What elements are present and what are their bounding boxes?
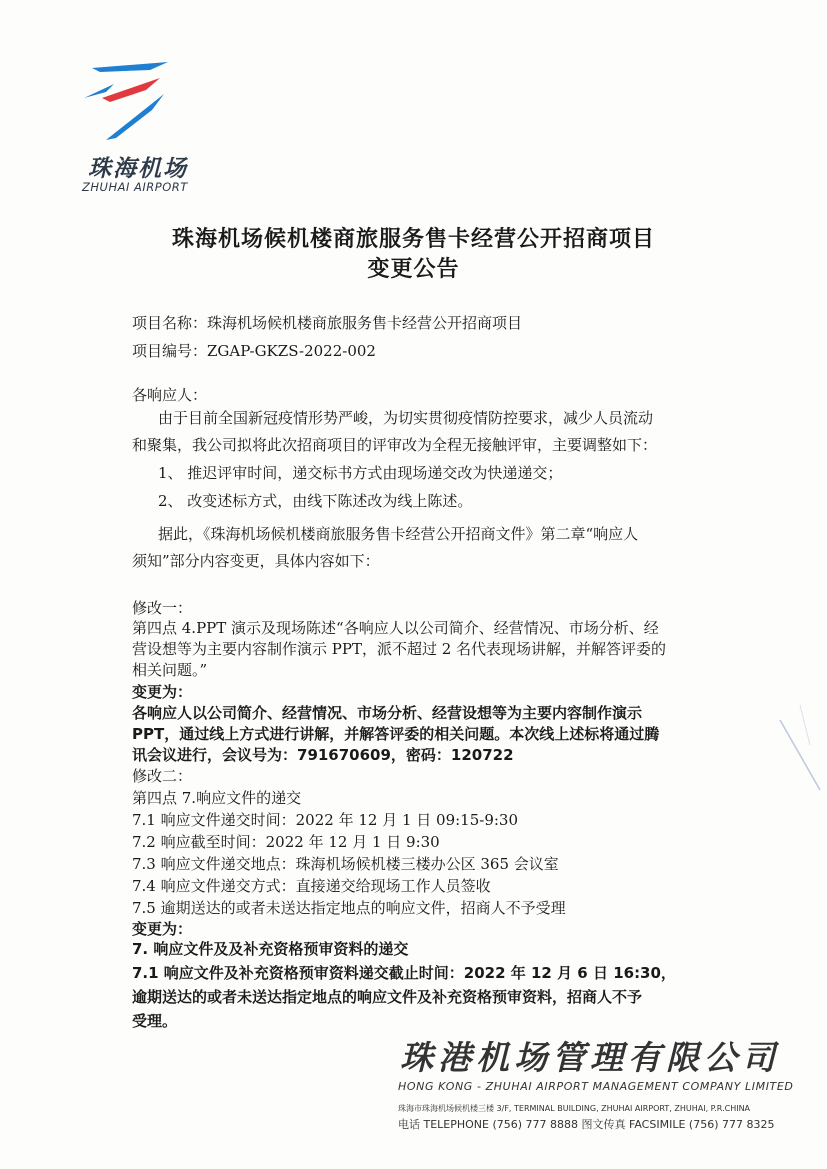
mod2-new-title: 7. 响应文件及及补充资格预审资料的递交 <box>132 940 409 958</box>
logo-blue-wing-top <box>92 62 168 72</box>
mod2-item-7-3: 7.3 响应文件递交地点：珠海机场候机楼三楼办公区 365 会议室 <box>132 855 559 873</box>
company-name-cn: 珠港机场管理有限公司 <box>400 1038 780 1077</box>
list-item-1: 1、 推迟评审时间，递交标书方式由现场递交改为快递递交； <box>158 464 563 482</box>
company-name-en: HONG KONG - ZHUHAI AIRPORT MANAGEMENT COMPANY LIMITED <box>398 1080 794 1093</box>
list-item-2: 2、 改变述标方式，由线下陈述改为线上陈述。 <box>158 492 473 510</box>
logo-red-wing <box>102 78 160 102</box>
salutation: 各响应人： <box>132 386 208 404</box>
mod1-original-line3: 相关问题。” <box>132 661 208 679</box>
project-name: 项目名称：珠海机场候机楼商旅服务售卡经营公开招商项目 <box>132 314 523 332</box>
mod1-heading: 修改一： <box>132 599 193 617</box>
mod1-original-line2: 营设想等为主要内容制作演示 PPT，派不超过 2 名代表现场讲解，并解答评委的 <box>132 640 667 658</box>
mod1-original-line1: 第四点 4.PPT 演示及现场陈述“各响应人以公司简介、经营情况、市场分析、经 <box>132 619 659 637</box>
mod2-heading: 修改二： <box>132 767 193 785</box>
para2-line1: 据此，《珠海机场候机楼商旅服务售卡经营公开招商文件》第二章“响应人 <box>158 525 639 543</box>
mod2-new-line1: 7.1 响应文件及补充资格预审资料递交截止时间：2022 年 12 月 6 日 16:30， <box>132 964 676 982</box>
scan-mark <box>770 700 825 810</box>
page-subtitle: 变更公告 <box>367 257 460 282</box>
mod2-new-line3: 受理。 <box>132 1012 178 1030</box>
company-address: 珠海市珠海机场候机楼三楼 3/F, TERMINAL BUILDING, ZHUHAI AIRPORT, ZHUHAI, P.R.CHINA <box>398 1104 751 1113</box>
mod1-change-heading: 变更为： <box>132 683 193 701</box>
para2-line2: 须知”部分内容变更，具体内容如下： <box>132 552 380 570</box>
para1-line2: 和聚集，我公司拟将此次招商项目的评审改为全程无接触评审，主要调整如下： <box>132 436 658 454</box>
mod1-new-line2: PPT，通过线上方式进行讲解，并解答评委的相关问题。本次线上述标将通过腾 <box>132 725 660 743</box>
mod2-item-7-1: 7.1 响应文件递交时间：2022 年 12 月 1 日 09:15-9:30 <box>132 811 519 829</box>
logo-blue-wing-bottom <box>106 94 164 140</box>
airport-logo-icon <box>80 58 170 148</box>
airport-logo <box>80 58 210 194</box>
mod2-item-7-4: 7.4 响应文件递交方式：直接递交给现场工作人员签收 <box>132 877 491 895</box>
mod2-item-7-5: 7.5 逾期送达的或者未送达指定地点的响应文件，招商人不予受理 <box>132 899 566 917</box>
mod2-item-7-2: 7.2 响应截至时间：2022 年 12 月 1 日 9:30 <box>132 833 440 851</box>
mod1-new-line3: 讯会议进行，会议号为：791670609，密码：120722 <box>132 746 514 764</box>
mod2-new-line2: 逾期送达的或者未送达指定地点的响应文件及补充资格预审资料，招商人不予 <box>132 988 643 1006</box>
para1-line1: 由于目前全国新冠疫情形势严峻，为切实贯彻疫情防控要求，减少人员流动 <box>158 409 654 427</box>
company-phone: 电话 TELEPHONE (756) 777 8888 图文传真 FACSIMILE (756) 777 8325 <box>398 1118 775 1131</box>
project-code: 项目编号：ZGAP-GKZS-2022-002 <box>132 342 376 360</box>
mod2-section: 第四点 7.响应文件的递交 <box>132 789 302 807</box>
mod1-new-line1: 各响应人以公司简介、经营情况、市场分析、经营设想等为主要内容制作演示 <box>132 704 643 722</box>
logo-name-cn: 珠海机场 <box>88 156 188 182</box>
page-title: 珠海机场候机楼商旅服务售卡经营公开招商项目 <box>171 227 655 252</box>
mod2-change-heading: 变更为： <box>132 920 193 938</box>
logo-name-en: ZHUHAI AIRPORT <box>82 180 188 194</box>
